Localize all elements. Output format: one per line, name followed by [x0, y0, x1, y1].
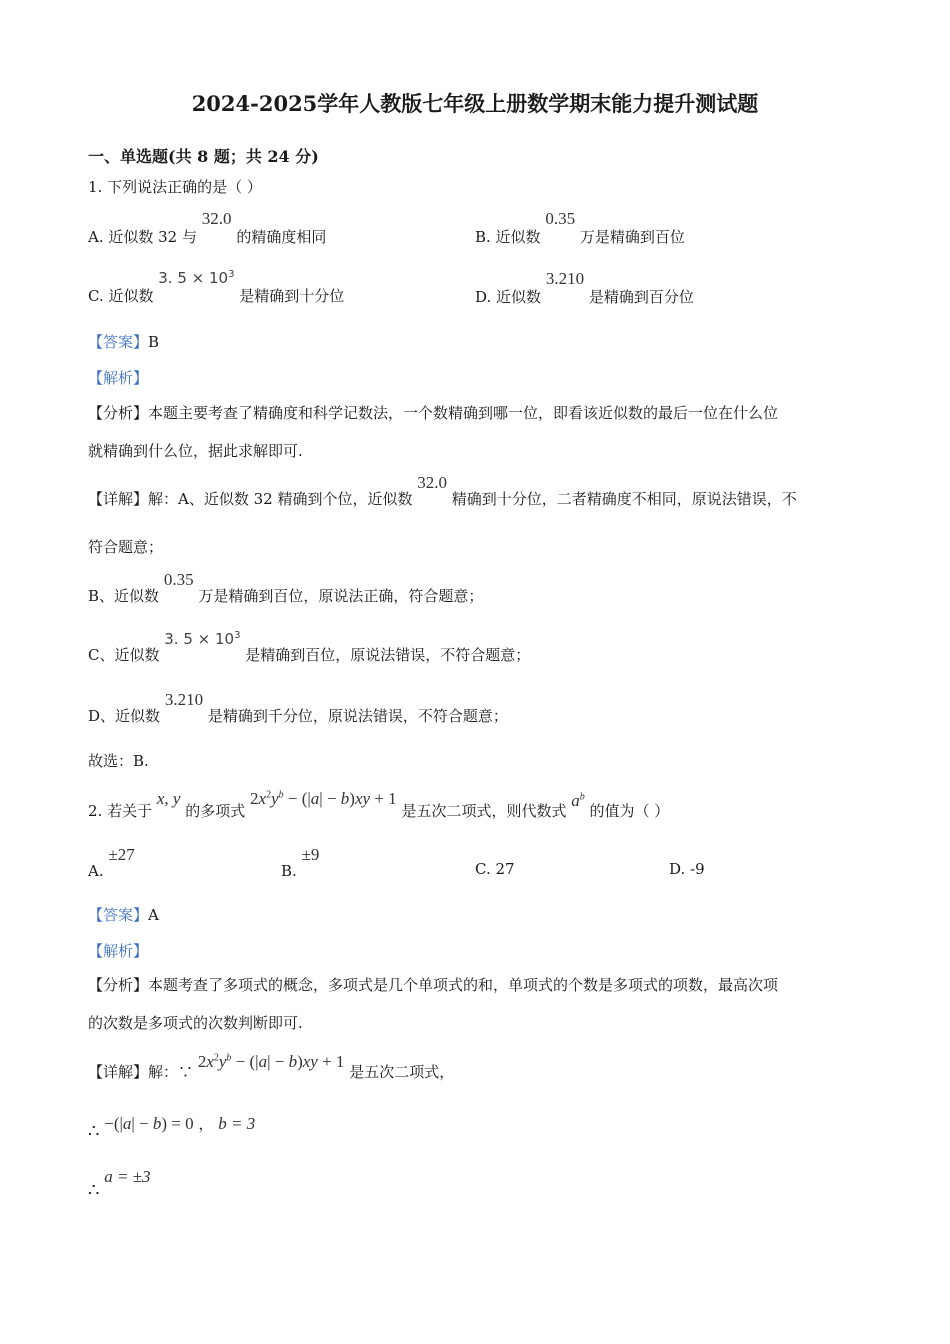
q2-step2-math: a = ±3 [104, 1167, 151, 1186]
q1-answer-value: B [148, 333, 160, 351]
q1-detail-math: 32.0 [417, 473, 448, 492]
q2-fenxi-line2: 的次数是多项式的次数判断即可. [88, 1014, 303, 1032]
q1-option-d-post: 是精确到百分位 [588, 288, 694, 306]
q1-fenxi-line1: 【分析】本题主要考查了精确度和科学记数法，一个数精确到哪一位，即看该近似数的最后一位在什么位 [88, 404, 779, 422]
q1-answer [88, 335, 159, 350]
q2-answer [88, 908, 159, 923]
q1-option-b [475, 209, 685, 246]
q2-polynomial: $2x^2y^b - (|a| - b)xy + 1$ [250, 789, 397, 808]
q1-fenxi-line2: 就精确到什么位，据此求解即可. [88, 442, 303, 460]
q2-option-b: B. ±9 [281, 845, 320, 880]
q1-answer-tag: 【答案】 [88, 333, 149, 351]
q2-detail-polynomial: $2x^2y^b - (|a| - b)xy + 1$ [197, 1052, 345, 1071]
q1-option-d-pre: D. 近似数 [475, 288, 542, 306]
q1-option-d-math: 3.210 [545, 269, 585, 288]
q2-step1: ∴ −(|a| − b) = 0 ， b = 3 [88, 1114, 256, 1142]
q1-fenxi-tag: 【分析】 [88, 404, 149, 422]
therefore-icon: ∴ [88, 1121, 100, 1142]
q2-detail-tag: 【详解】 [88, 1063, 149, 1081]
q1-detail-c-math: 3. $5 \times 10^3$ [164, 630, 241, 648]
q2-fenxi-line1: 【分析】本题考查了多项式的概念，多项式是几个单项式的和，单项式的个数是多项式的项数，最高次项 [88, 976, 779, 994]
q2-answer-value: A [148, 906, 159, 924]
q1-option-a [88, 209, 327, 246]
q1-conclusion: 故选：B. [88, 752, 149, 770]
q1-option-b-post: 万是精确到百位 [579, 228, 685, 246]
q2-option-d: D. -9 [669, 860, 705, 878]
q2-detail-line1: 【详解】解：∵ $2x^2y^b - (|a| - b)xy + 1$ 是五次二项式， [88, 1052, 455, 1081]
q2-step1-math: −(|a| − b) = 0 [104, 1114, 194, 1133]
q2-answer-tag: 【答案】 [88, 906, 149, 924]
q2-option-b-math: ±9 [301, 845, 320, 864]
q2-analysis-tag: 【解析】 [88, 942, 149, 960]
q1-option-c-post: 是精确到十分位 [239, 287, 345, 305]
q1-detail-line2: 符合题意； [88, 538, 164, 556]
q2-option-c: C. 27 [475, 860, 515, 878]
q2-option-a: A. ±27 [88, 845, 135, 880]
q2-stem-vars: x, y [156, 789, 181, 808]
q2-step2 [88, 1167, 151, 1201]
q1-detail-line1: 【详解】解：A、近似数 32 精确到个位，近似数 32.0 精确到十分位，二者精确度不相同，原说法错误，不 [88, 473, 797, 508]
q2-option-a-math: ±27 [108, 845, 135, 864]
q1-detail-d-math: 3.210 [164, 690, 204, 709]
q1-detail-b: B、近似数 0.35 万是精确到百位，原说法正确，符合题意； [88, 570, 484, 605]
q1-option-a-post: 的精确度相同 [236, 228, 327, 246]
q2-stem: 2. 若关于 x, y 的多项式 $2x^2y^b - (|a| - b)xy + 1$ 是五次二项式，则代数式 $a^b$ 的值为（ ） [88, 789, 670, 820]
q1-stem: 1. 下列说法正确的是（ ） [88, 178, 262, 196]
q1-analysis-tag: 【解析】 [88, 369, 149, 387]
therefore-icon: ∴ [88, 1180, 100, 1201]
q1-detail-c: C、近似数 3. $5 \times 10^3$ 是精确到百位，原说法错误，不符合题意； [88, 630, 531, 664]
q2-expression: $a^b$ [571, 791, 585, 810]
page-title: 2024-2025学年人教版七年级上册数学期末能力提升测试题 [191, 91, 759, 116]
section-heading: 一、单选题(共 8 题；共 24 分) [88, 147, 319, 166]
q1-option-c [88, 269, 345, 305]
q1-detail-b-math: 0.35 [163, 570, 194, 589]
q2-fenxi-tag: 【分析】 [88, 976, 149, 994]
q1-detail-d: D、近似数 3.210 是精确到千分位，原说法错误，不符合题意； [88, 690, 508, 725]
q2-step1-b: b = 3 [218, 1114, 256, 1133]
q1-option-a-pre: A. 近似数 32 与 [88, 228, 197, 246]
q1-detail-tag: 【详解】 [88, 490, 149, 508]
q1-option-d [475, 269, 694, 306]
q1-option-a-math: 32.0 [201, 209, 232, 228]
q1-option-c-math: 3. $5 \times 10^3$ [158, 269, 235, 287]
q1-option-c-pre: C. 近似数 [88, 287, 154, 305]
q1-option-b-pre: B. 近似数 [475, 228, 541, 246]
q1-option-b-math: 0.35 [545, 209, 576, 228]
